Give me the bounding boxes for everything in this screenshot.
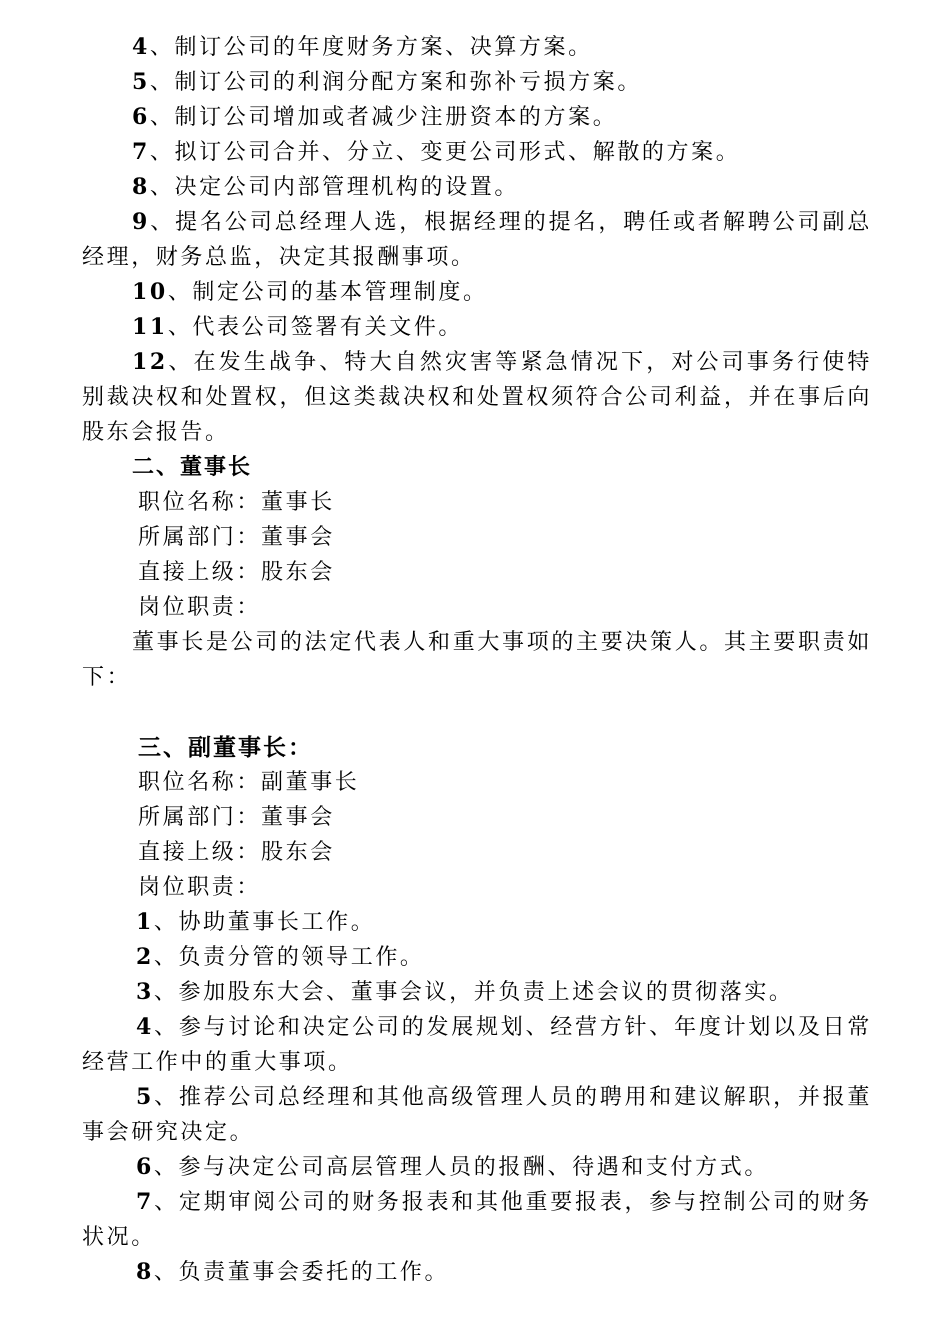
board-powers-list [82,30,872,450]
list-item: 3、参加股东大会、董事会议，并负责上述会议的贯彻落实。 [136,979,794,1005]
vice-chairman-duties-list [82,905,872,1290]
list-item: 6、参与决定公司高层管理人员的报酬、待遇和支付方式。 [136,1154,769,1180]
chairman-superior: 直接上级：股东会 [138,560,335,585]
list-item: 4、制订公司的年度财务方案、决算方案。 [132,34,593,60]
list-item: 7、拟订公司合并、分立、变更公司形式、解散的方案。 [132,139,741,165]
list-item: 9、提名公司总经理人选，根据经理的提名，聘任或者解聘公司副总经理，财务总监，决定其报酬事项。 [82,209,872,270]
list-item: 11、代表公司签署有关文件。 [132,314,464,340]
list-item: 2、负责分管的领导工作。 [136,944,425,970]
list-item: 4、参与讨论和决定公司的发展规划、经营方针、年度计划以及日常经营工作中的重大事项。 [82,1014,872,1075]
vice-chairman-duties-label: 岗位职责： [138,875,262,900]
list-item: 7、定期审阅公司的财务报表和其他重要报表，参与控制公司的财务状况。 [82,1189,872,1250]
document-page [82,30,872,1290]
list-item: 10、制定公司的基本管理制度。 [132,279,488,305]
list-item: 12、在发生战争、特大自然灾害等紧急情况下，对公司事务行使特别裁决权和处置权，但这类裁决权和处置权须符合公司利益，并在事后向股东会报告。 [82,349,872,445]
list-item: 8、决定公司内部管理机构的设置。 [132,174,519,200]
chairman-intro: 董事长是公司的法定代表人和重大事项的主要决策人。其主要职责如下： [82,630,872,690]
chairman-position: 职位名称：董事长 [138,490,335,515]
chairman-department: 所属部门：董事会 [138,525,335,550]
list-item: 6、制订公司增加或者减少注册资本的方案。 [132,104,618,130]
section-heading-chairman: 二、董事长 [132,454,253,480]
vice-chairman-position: 职位名称：副董事长 [138,770,360,795]
chairman-duties-label: 岗位职责： [138,595,262,620]
vice-chairman-superior: 直接上级：股东会 [138,840,335,865]
section-heading-vice-chairman: 三、副董事长： [138,734,313,761]
list-item: 5、制订公司的利润分配方案和弥补亏损方案。 [132,69,642,95]
list-item: 8、负责董事会委托的工作。 [136,1259,450,1285]
vice-chairman-department: 所属部门：董事会 [138,805,335,830]
list-item: 1、协助董事长工作。 [136,909,376,935]
list-item: 5、推荐公司总经理和其他高级管理人员的聘用和建议解职，并报董事会研究决定。 [82,1084,872,1145]
